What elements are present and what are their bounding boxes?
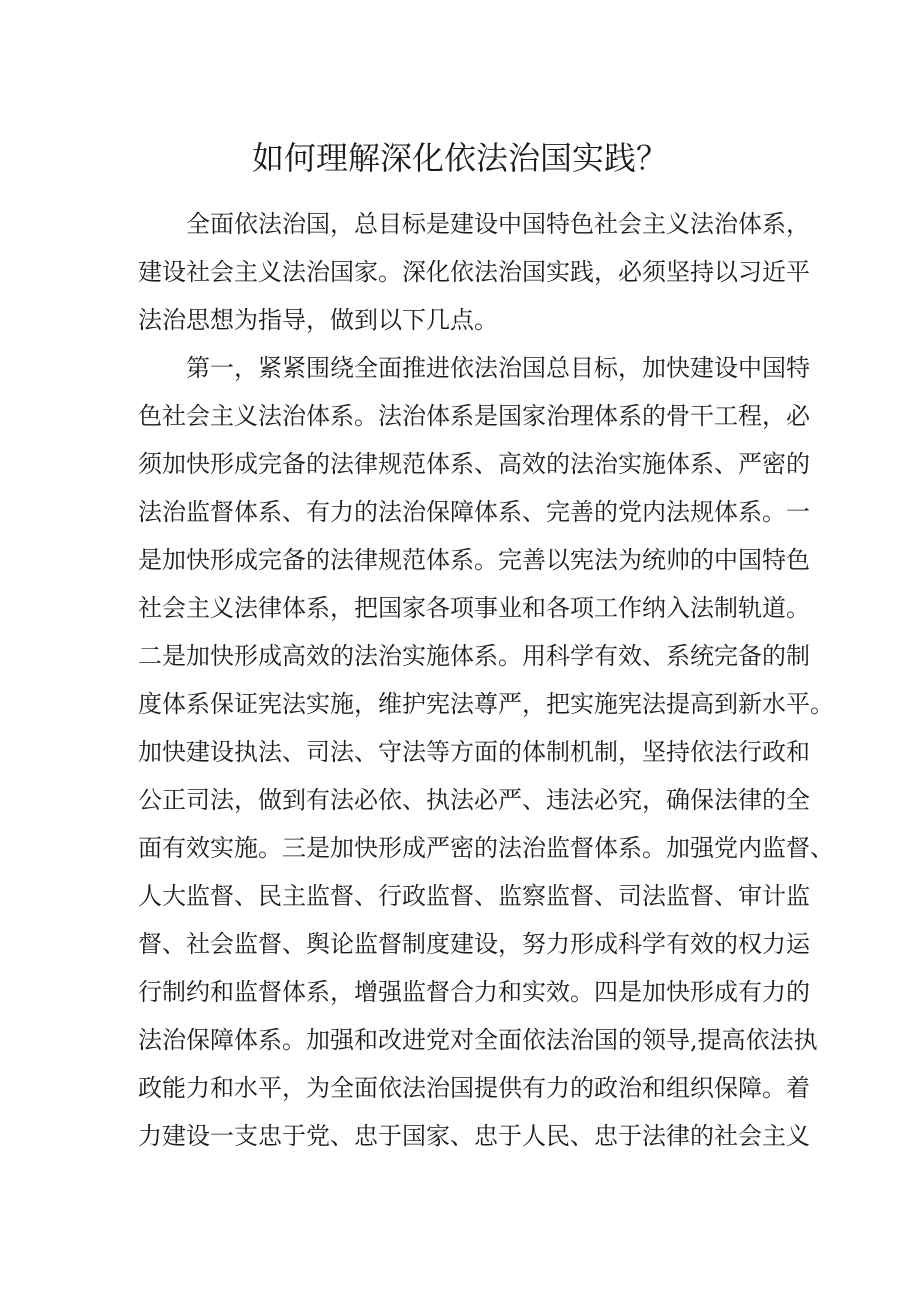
paragraph-2-line-8: 度体系保证宪法实施，维护宪法尊严，把实施宪法提高到新水平。 xyxy=(138,690,834,718)
paragraph-2-line-2: 色社会主义法治体系。法治体系是国家治理体系的骨干工程，必 xyxy=(138,402,810,430)
paragraph-2-line-15: 法治保障体系。加强和改进党对全面依法治国的领导,提高依法执 xyxy=(138,1026,818,1054)
document-title: 如何理解深化依法治国实践？ xyxy=(251,139,668,177)
paragraph-2-line-10: 公正司法，做到有法必依、执法必严、违法必究，确保法律的全 xyxy=(138,786,810,814)
paragraph-2-line-17: 力建设一支忠于党、忠于国家、忠于人民、忠于法律的社会主义 xyxy=(138,1122,810,1150)
paragraph-2-line-7: 二是加快形成高效的法治实施体系。用科学有效、系统完备的制 xyxy=(138,642,810,670)
paragraph-2-line-11: 面有效实施。三是加快形成严密的法治监督体系。加强党内监督、 xyxy=(138,834,834,862)
paragraph-2-line-13: 督、社会监督、舆论监督制度建设，努力形成科学有效的权力运 xyxy=(138,930,810,958)
paragraph-2-line-9: 加快建设执法、司法、守法等方面的体制机制，坚持依法行政和 xyxy=(138,738,810,766)
paragraph-2-line-16: 政能力和水平，为全面依法治国提供有力的政治和组织保障。着 xyxy=(138,1074,810,1102)
paragraph-2-line-4: 法治监督体系、有力的法治保障体系、完善的党内法规体系。一 xyxy=(138,498,810,526)
paragraph-2-line-6: 社会主义法律体系，把国家各项事业和各项工作纳入法制轨道。 xyxy=(138,594,810,622)
paragraph-2-line-14: 行制约和监督体系，增强监督合力和实效。四是加快形成有力的 xyxy=(138,978,810,1006)
paragraph-2-line-5: 是加快形成完备的法律规范体系。完善以宪法为统帅的中国特色 xyxy=(138,546,810,574)
paragraph-2-line-12: 人大监督、民主监督、行政监督、监察监督、司法监督、审计监 xyxy=(138,882,810,910)
paragraph-2-line-1: 第一，紧紧围绕全面推进依法治国总目标，加快建设中国特 xyxy=(186,354,810,382)
paragraph-1-line-3: 法治思想为指导，做到以下几点。 xyxy=(138,306,498,334)
paragraph-2-line-3: 须加快形成完备的法律规范体系、高效的法治实施体系、严密的 xyxy=(138,450,810,478)
paragraph-1-line-2: 建设社会主义法治国家。深化依法治国实践，必须坚持以习近平 xyxy=(138,258,810,286)
paragraph-1-line-1: 全面依法治国，总目标是建设中国特色社会主义法治体系， xyxy=(186,210,810,238)
